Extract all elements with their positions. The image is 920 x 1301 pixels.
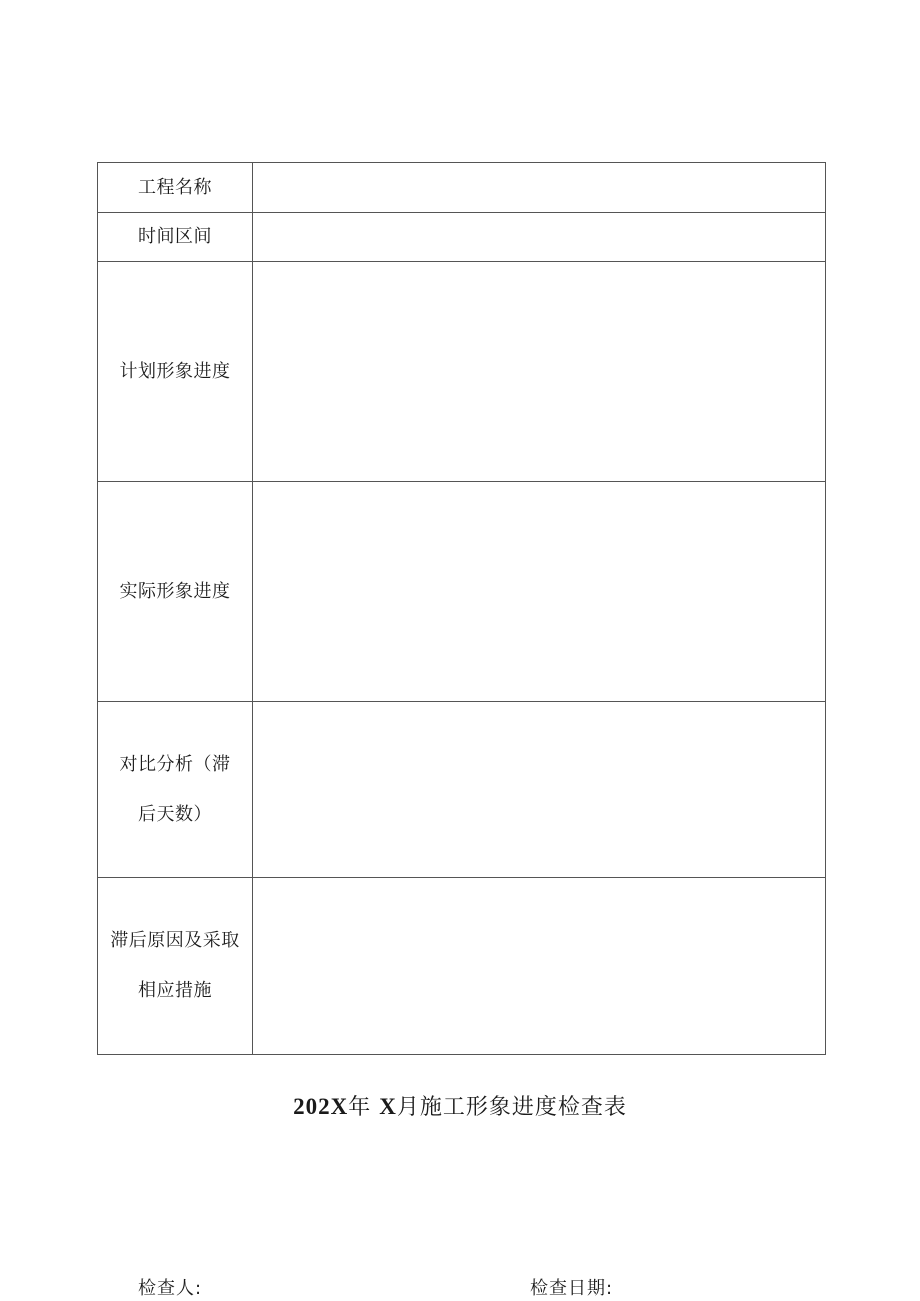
row-label-planned-progress: [98, 262, 253, 482]
inspector-label: 检查人:: [138, 1278, 203, 1299]
title-year: 202X: [293, 1094, 349, 1119]
row-label-actual-progress: [98, 482, 253, 702]
table-row: [98, 163, 826, 213]
label-line: 计划形象进度: [119, 360, 231, 382]
table-row: [98, 482, 826, 702]
label-line: 后天数）: [138, 803, 212, 825]
label-line: 实际形象进度: [119, 580, 231, 602]
document-title: [0, 1090, 920, 1121]
row-label-time-range: [98, 213, 253, 262]
table-row: [98, 878, 826, 1055]
table-row: [98, 702, 826, 878]
inspection-form-table: [97, 162, 826, 1055]
row-label-project-name: [98, 163, 253, 213]
label-line: 相应措施: [138, 980, 212, 1001]
delay-reasons-field[interactable]: [253, 878, 826, 1055]
label-line: 滞后原因及采取: [110, 930, 240, 951]
comparison-analysis-field[interactable]: [253, 702, 826, 878]
table-row: [98, 262, 826, 482]
actual-progress-field[interactable]: [253, 482, 826, 702]
label-line: 时间区间: [138, 226, 212, 247]
row-label-delay-reasons: [98, 878, 253, 1055]
label-line: 工程名称: [138, 176, 212, 198]
row-label-comparison-analysis: [98, 702, 253, 878]
title-year-suffix: 年: [348, 1095, 372, 1120]
table-row: [98, 213, 826, 262]
planned-progress-field[interactable]: [253, 262, 826, 482]
title-rest: 月施工形象进度检查表: [396, 1095, 627, 1120]
title-month: X: [379, 1094, 397, 1119]
label-line: 对比分析（滞: [119, 753, 231, 775]
time-range-field[interactable]: [253, 213, 826, 262]
inspection-date-label: 检查日期:: [530, 1278, 614, 1299]
project-name-field[interactable]: [253, 163, 826, 213]
